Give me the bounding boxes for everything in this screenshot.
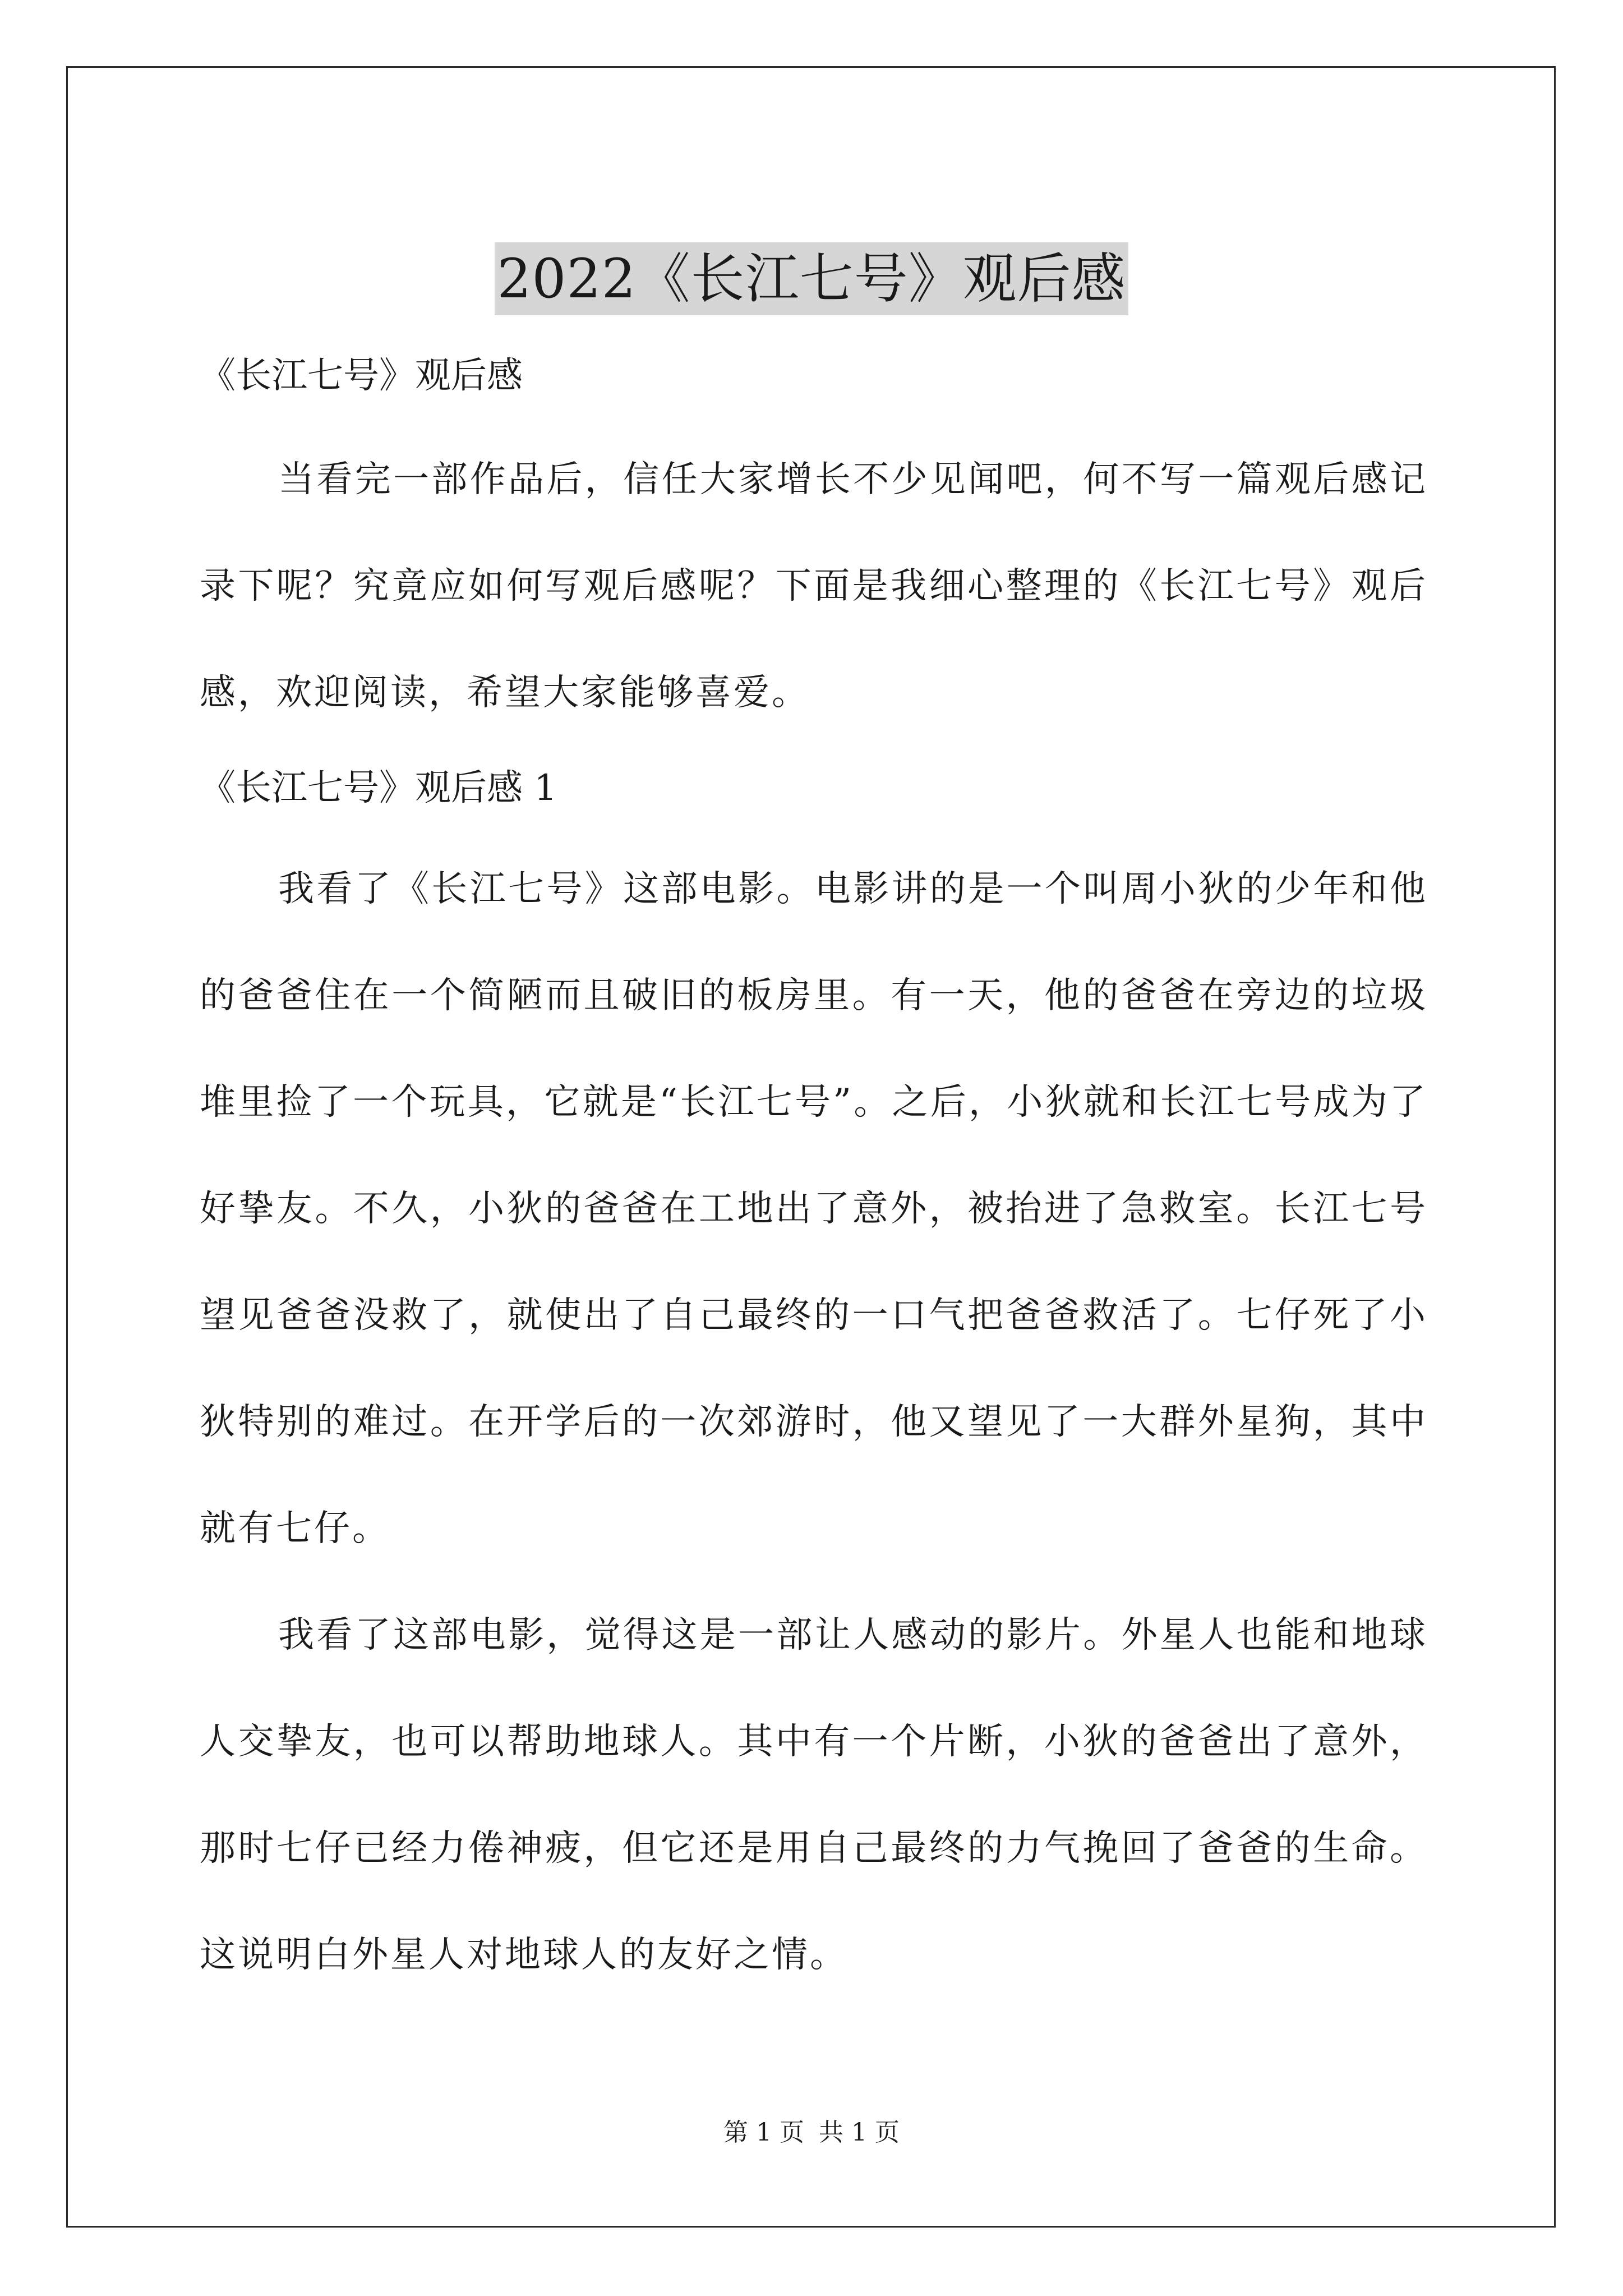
section-1-paragraph-1: 我看了《长江七号》这部电影。电影讲的是一个叫周小狄的少年和他的爸爸住在一个简陋而且破旧的板房里。有一天，他的爸爸在旁边的垃圾堆里捡了一个玩具，它就是“长江七号”。之后，小狄就和长江七号成为了好挚友。不久，小狄的爸爸在工地出了意外，被抬进了急救室。长江七号望见爸爸没救了，就使出了自己最终的一口气把爸爸救活了。七仔死了小狄特别的难过。在开学后的一次郊游时，他又望见了一大群外星狗，其中就有七仔。 <box>200 868 1428 1549</box>
page-footer <box>0 2116 1623 2150</box>
page-number: 第 1 页 <box>723 2118 804 2147</box>
title-container <box>0 206 1623 352</box>
intro-heading: 《长江七号》观后感 <box>200 355 523 397</box>
page-total: 共 1 页 <box>819 2118 900 2147</box>
section-1-paragraph-2: 我看了这部电影，觉得这是一部让人感动的影片。外星人也能和地球人交挚友，也可以帮助地球人。其中有一个片断，小狄的爸爸出了意外，那时七仔已经力倦神疲，但它还是用自己最终的力气挽回了爸爸的生命。这说明白外星人对地球人的友好之情。 <box>200 1614 1428 1976</box>
document-title: 2022《长江七号》观后感 <box>495 242 1128 315</box>
document-body <box>200 331 1428 2008</box>
section-1-heading: 《长江七号》观后感 1 <box>200 767 557 809</box>
intro-paragraph: 当看完一部作品后，信任大家增长不少见闻吧，何不写一篇观后感记录下呢？究竟应如何写观后感呢？下面是我细心整理的《长江七号》观后感，欢迎阅读，希望大家能够喜爱。 <box>200 459 1428 714</box>
